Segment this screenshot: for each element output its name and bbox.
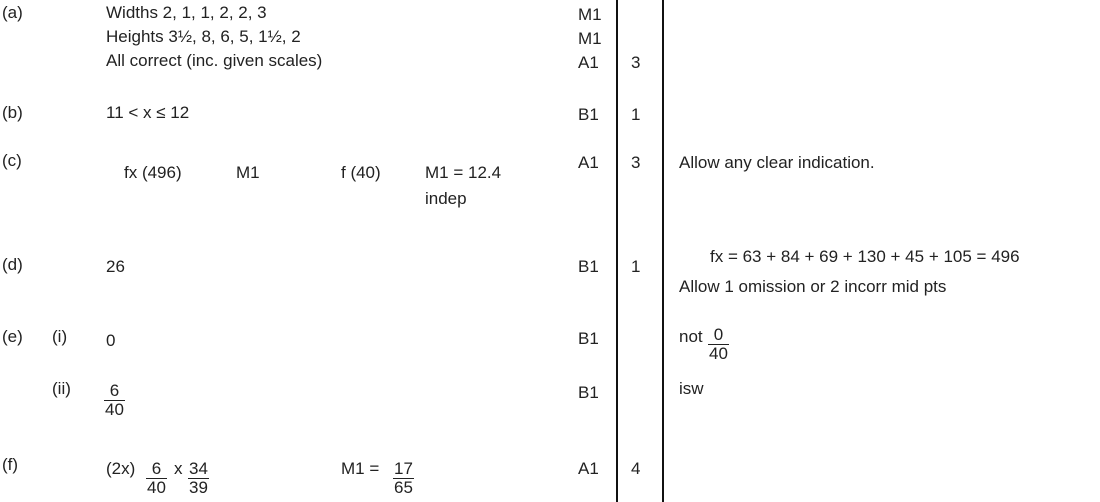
- part-e-i-note-fraction: [708, 326, 729, 363]
- part-c-note: Allow any clear indication.: [679, 153, 875, 172]
- part-c-f-mark: M1 = 12.4: [425, 163, 502, 182]
- fraction-denominator: 65: [394, 478, 413, 497]
- part-c-total: 3: [631, 153, 641, 172]
- part-f-label: (f): [2, 455, 19, 474]
- part-a-line-2: Heights 3½, 8, 6, 5, 1½, 2: [106, 27, 301, 46]
- part-d-mark: B1: [578, 257, 599, 276]
- part-e-i-label: (i): [52, 327, 68, 346]
- part-f-prefix: (2x): [106, 459, 136, 478]
- part-f-times: x: [174, 459, 183, 478]
- part-d-total: 1: [631, 257, 641, 276]
- part-a-mark-3: A1: [578, 53, 599, 72]
- part-c-indep: indep: [425, 189, 467, 208]
- marks-column-divider: [616, 0, 618, 502]
- part-e-i-note: not: [679, 327, 703, 346]
- part-f-result-fraction: [393, 460, 414, 497]
- part-a-mark-1: M1: [578, 5, 602, 24]
- part-d-note-1: fx = 63 + 84 + 69 + 130 + 45 + 105 = 496: [710, 247, 1020, 266]
- part-f-fraction-1: [146, 460, 167, 497]
- part-e-label: (e): [2, 327, 23, 346]
- part-b-mark: B1: [578, 105, 599, 124]
- part-c-f: f (40): [341, 163, 381, 182]
- part-e-i-mark: B1: [578, 329, 599, 348]
- part-a-line-1: Widths 2, 1, 1, 2, 2, 3: [106, 3, 267, 22]
- part-a-total: 3: [631, 53, 641, 72]
- part-c-fx: fx (496): [124, 163, 182, 182]
- part-f-fraction-2: [188, 460, 209, 497]
- part-f-mark: A1: [578, 459, 599, 478]
- fraction-denominator: 40: [709, 344, 728, 363]
- part-d-label: (d): [2, 255, 23, 274]
- fraction-numerator: 0: [708, 326, 729, 345]
- part-f-total: 4: [631, 459, 641, 478]
- part-c-fx-mark: M1: [236, 163, 260, 182]
- fraction-denominator: 39: [189, 478, 208, 497]
- part-a-label: (a): [2, 3, 23, 22]
- part-e-ii-mark: B1: [578, 383, 599, 402]
- fraction-denominator: 40: [147, 478, 166, 497]
- part-d-note-2: Allow 1 omission or 2 incorr mid pts: [679, 277, 947, 296]
- part-b-answer: 11 < x ≤ 12: [106, 103, 190, 122]
- part-b-total: 1: [631, 105, 641, 124]
- fraction-numerator: 6: [104, 382, 125, 401]
- part-a-line-3: All correct (inc. given scales): [106, 51, 323, 70]
- part-e-i-answer: 0: [106, 331, 116, 350]
- fraction-denominator: 40: [105, 400, 124, 419]
- part-c-mark: A1: [578, 153, 599, 172]
- fraction-numerator: 17: [394, 459, 413, 478]
- part-f-m1: M1 =: [341, 459, 380, 478]
- fraction-numerator: 6: [146, 460, 167, 479]
- part-e-ii-note: isw: [679, 379, 704, 398]
- part-e-ii-fraction: [104, 382, 125, 419]
- fraction-numerator: 34: [189, 459, 208, 478]
- part-b-label: (b): [2, 103, 23, 122]
- part-c-label: (c): [2, 151, 22, 170]
- notes-column-divider: [662, 0, 664, 502]
- part-a-mark-2: M1: [578, 29, 602, 48]
- part-d-answer: 26: [106, 257, 125, 276]
- part-e-ii-label: (ii): [52, 379, 71, 398]
